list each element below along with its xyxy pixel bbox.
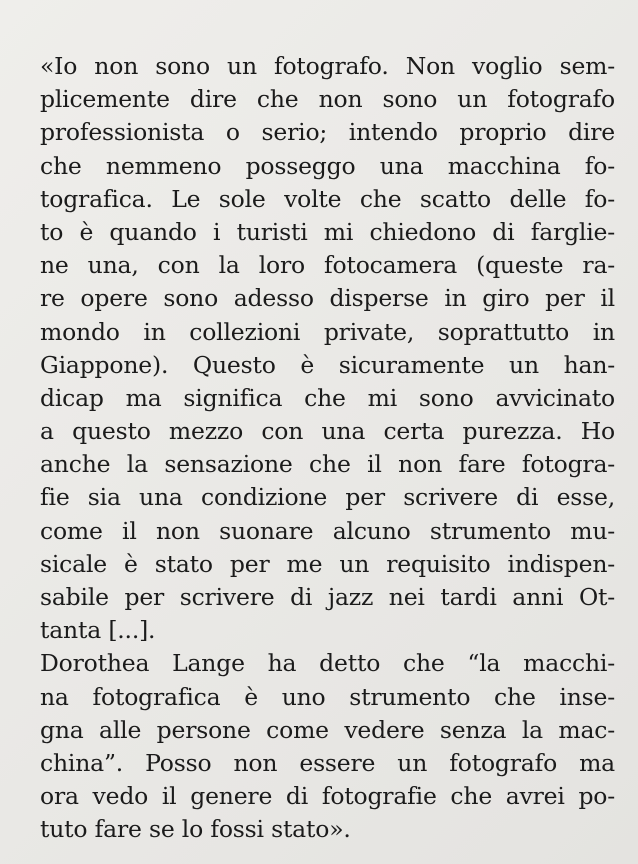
paragraph-2 xyxy=(40,647,615,846)
text-line: «Io non sono un fotografo. Non voglio sem- xyxy=(40,52,615,80)
text-line: professionista o serio; intendo proprio dire xyxy=(40,118,615,147)
text-line: sabile per scrivere di jazz nei tardi anni Ot- xyxy=(40,583,615,611)
text-line: ora vedo il genere di fotografie che avrei po- xyxy=(40,782,615,811)
text-line: ne una, con la loro fotocamera (queste ra- xyxy=(40,251,615,280)
text-line: fie sia una condizione per scrivere di esse, xyxy=(40,483,615,512)
text-line: plicemente dire che non sono un fotografo xyxy=(40,85,615,114)
text-line: tuto fare se lo fossi stato». xyxy=(40,815,351,844)
text-line: dicap ma significa che mi sono avvicinato xyxy=(40,383,615,412)
page-text xyxy=(40,50,615,847)
paragraph-1 xyxy=(40,50,615,647)
text-line: tografica. Le sole volte che scatto delle fo- xyxy=(40,184,615,213)
text-line: china”. Posso non essere un fotografo ma xyxy=(40,748,615,777)
text-line: tanta [...]. xyxy=(40,616,156,645)
text-line: a questo mezzo con una certa purezza. Ho xyxy=(40,417,615,446)
text-line: sicale è stato per me un requisito indispen- xyxy=(40,549,615,578)
text-line: Dorothea Lange ha detto che “la macchi- xyxy=(40,649,615,678)
text-line: gna alle persone come vedere senza la mac- xyxy=(40,715,615,744)
text-line: to è quando i turisti mi chiedono di farglie- xyxy=(40,217,615,246)
text-line: na fotografica è uno strumento che inse- xyxy=(40,682,615,711)
text-line: che nemmeno posseggo una macchina fo- xyxy=(40,151,615,180)
text-line: re opere sono adesso disperse in giro per il xyxy=(40,284,615,313)
text-line: Giappone). Questo è sicuramente un han- xyxy=(40,350,615,379)
text-line: anche la sensazione che il non fare fotogra- xyxy=(40,450,615,479)
text-line: mondo in collezioni private, soprattutto in xyxy=(40,317,615,346)
text-line: come il non suonare alcuno strumento mu- xyxy=(40,516,615,545)
